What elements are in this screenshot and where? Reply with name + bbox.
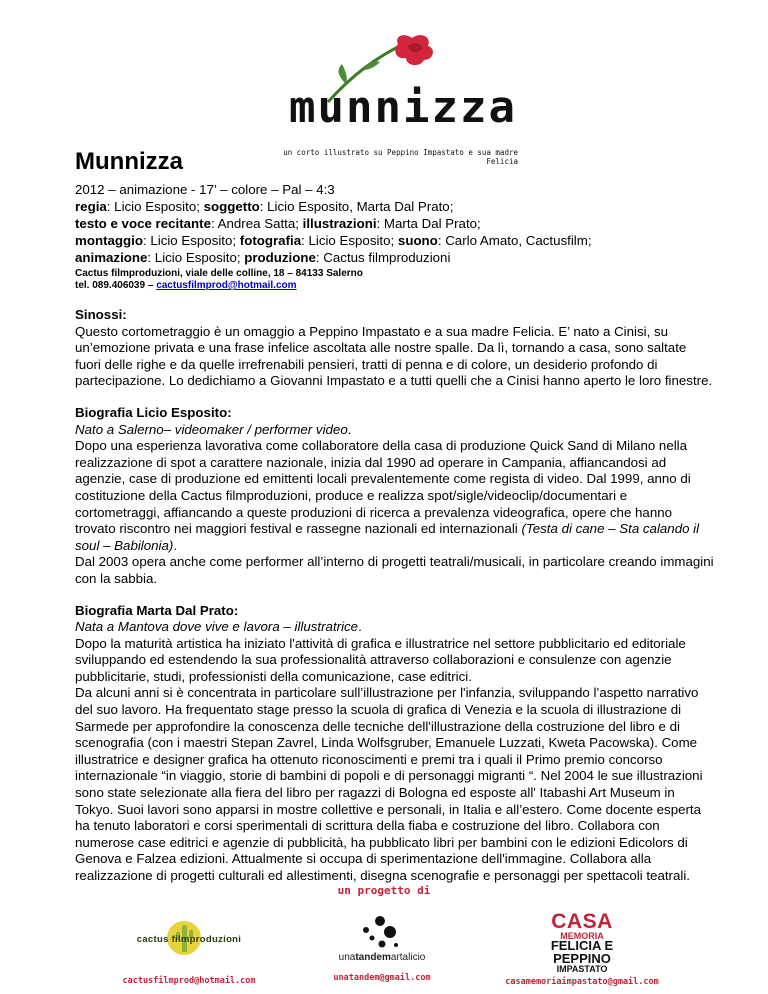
sinossi-section xyxy=(75,307,715,390)
footer-heading: un progetto di xyxy=(337,884,431,897)
credits-format-line: 2012 – animazione - 17’ – colore – Pal – 4:3 xyxy=(75,182,335,197)
tandem-email: unatandem@gmail.com xyxy=(333,973,431,983)
bio-licio-text xyxy=(75,438,715,554)
illustrazioni-value: : Marta Dal Prato; xyxy=(376,216,481,231)
cactus-name: cactus filmproduzioni xyxy=(136,934,242,945)
bio-licio-text-main: Dopo una esperienza lavorativa come collaboratore della casa di produzione Quick Sand di Milano nella realizzazione di spot a carattere nazionale, inizia dal 1990 ad operare in Campania, affiancandosi ad agenzie, case di produzione ed emittenti locali prevalentemente come regista di video. Dal 1999, anno di costituzione della Cactus filmproduzioni, produce e realizza spot/sigle/videoclip/documentari e cortometraggi, affiancando a queste produzioni di ricerca a prevalenza videografica, opere che hanno trovato riscontro nei maggiori festival e rassegne nazionali ed internazionali xyxy=(75,438,691,537)
partner-unatandem xyxy=(322,912,442,983)
partner-casa-memoria xyxy=(497,912,667,987)
cactus-email: cactusfilmprod@hotmail.com xyxy=(122,976,256,986)
casa-line-3: FELICIA E xyxy=(550,938,614,954)
bio-marta-text-1: Dopo la maturità artistica ha iniziato l'attività di grafica e illustratrice nel settore pubblicitario ed editoriale sviluppando ed estendendo la sua professionalità attraverso collaborazioni e consulenze con agenzie pubblicitarie, studi, professionisti della comunicazione, case editrici. xyxy=(75,635,686,684)
phone-number: tel. 089.406039 – xyxy=(75,280,157,291)
credits-line-animazione xyxy=(75,249,715,266)
credits-block xyxy=(75,181,715,266)
bio-licio-titles: (Testa di cane – Sta calando il soul – Babilonia) xyxy=(75,521,700,553)
sinossi-heading: Sinossi: xyxy=(75,307,127,322)
montaggio-value: : Licio Esposito; xyxy=(142,233,240,248)
bio-marta-subtitle: Nata a Mantova dove vive e lavora – illustratrice xyxy=(75,619,359,635)
credits-line-regia xyxy=(75,198,715,215)
tandem-name-post: artalicio xyxy=(390,952,426,963)
bio-licio-subtitle: Nato a Salerno– videomaker / performer video xyxy=(75,421,348,437)
casa-line-2: MEMORIA xyxy=(560,930,604,941)
soggetto-label: soggetto xyxy=(203,199,260,214)
bio-marta-subtitle-end: . xyxy=(358,619,362,635)
address-line: Cactus filmproduzioni, viale delle colline, 18 – 84133 Salerno xyxy=(75,268,363,279)
document-body xyxy=(75,148,715,885)
sinossi-text: Questo cortometraggio è un omaggio a Peppino Impastato e a sua madre Felicia. E’ nato a Cinisi, su un’emozione privata e una frase infelice ascoltata alle nostre spalle. Da lì, tornando a casa, sono saltate fuori delle righe e da quelle irrefrenabili pensieri, tratti di penna e di colore, un desiderio profondo di partecipazione. Lo dedichiamo a Giovanni Impastato e a tutti quelli che a Cinisi hanno aperto le loro finestre. xyxy=(75,323,713,389)
tandem-name-pre: una xyxy=(338,952,356,963)
page-title: Munnizza xyxy=(75,148,183,175)
logo-tagline: un corto illustrato su Peppino Impastato e sua madre Felicia xyxy=(283,148,518,166)
fotografia-label: fotografia xyxy=(239,233,302,248)
bio-licio-subtitle-line xyxy=(75,422,715,439)
casa-memoria-logo xyxy=(497,912,667,974)
munnizza-logo xyxy=(248,36,518,166)
phone-line xyxy=(75,280,715,292)
logo-wordmark: munnizza xyxy=(289,82,517,133)
suono-label: suono xyxy=(397,233,438,248)
testo-label: testo e voce recitante xyxy=(75,216,211,231)
casa-line-5: IMPASTATO xyxy=(556,964,608,975)
contact-email-link[interactable]: cactusfilmprod@hotmail.com xyxy=(156,280,297,291)
suono-value: : Carlo Amato, Cactusfilm; xyxy=(437,233,592,248)
contact-address xyxy=(75,268,715,292)
bio-licio-heading: Biografia Licio Esposito: xyxy=(75,404,232,420)
bio-marta-heading: Biografia Marta Dal Prato: xyxy=(75,602,239,618)
bio-marta-subtitle-line xyxy=(75,619,715,636)
bio-marta-text-2: Da alcuni anni si è concentrata in particolare sull’illustrazione per l'infanzia, sviluppando l’aspetto narrativo del suo lavoro. Ha frequentato stage presso la scuola di grafica di Venezia e la scuola di illustrazione di Sarmede per approfondire la conoscenza delle tecniche dell'illustrazione della costruzione del libro e di scenografia (con i maestri Stepan Zavrel, Linda Wolfsgruber, Emanuele Luzzati, Kweta Pacowska). Come illustratrice e designer grafica ha ottenuto riconoscimenti e premi tra i quali il Primo premio concorso internazionale “in viaggio, storie di bambini di popoli e di personaggi migranti “. Nel 2004 le sue illustrazioni sono state selezionate alla fiera del libro per ragazzi di Bologna ed esposte all' Itabashi Art Museum in Tokyo. Suoi lavori sono apparsi in mostre collettive e personali, in Italia e all’estero. Come docente esperta ha tenuto laboratori e corsi sperimentali di scrittura della fiaba e costruzione del libro. Collabora con numerose case editrici e agenzie di pubblicità, ha pubblicato libri per bambini con le edizioni Edicolors di Genova e Falzea edizioni. Attualmente si occupa di sperimentazione dell'immagine. Collabora alla realizzazione di progetti culturali ed allestimenti, disegna scenografie e personaggi per spettacoli teatrali. xyxy=(75,685,703,883)
tandem-dots-icon xyxy=(322,912,442,952)
casa-line-4: PEPPINO xyxy=(553,950,611,966)
regia-value: : Licio Esposito; xyxy=(106,199,204,214)
cactus-logo xyxy=(118,918,260,958)
fotografia-value: : Licio Esposito; xyxy=(301,233,398,248)
bio-licio-subtitle-end: . xyxy=(347,421,352,437)
produzione-value: : Cactus filmproduzioni xyxy=(315,250,451,265)
soggetto-value: : Licio Esposito, Marta Dal Prato; xyxy=(259,199,454,214)
tandem-name-bold: tandem xyxy=(355,952,391,963)
bio-licio-text-end: . xyxy=(173,537,178,553)
bio-marta-section xyxy=(75,603,715,885)
montaggio-label: montaggio xyxy=(75,233,143,248)
animazione-label: animazione xyxy=(75,250,148,265)
regia-label: regia xyxy=(75,199,107,214)
casa-line-1: CASA xyxy=(551,910,613,933)
partner-cactus xyxy=(118,918,260,986)
credits-line-testo xyxy=(75,215,715,232)
animazione-value: : Licio Esposito; xyxy=(147,250,245,265)
illustrazioni-label: illustrazioni xyxy=(302,216,377,231)
bio-licio-text-2: Dal 2003 opera anche come performer all’interno di progetti teatrali/musicali, in particolare creando immagini con la sabbia. xyxy=(75,554,714,586)
casa-email: casamemoriaimpastato@gmail.com xyxy=(505,976,659,987)
tandem-name xyxy=(322,952,442,963)
credits-line-montaggio xyxy=(75,232,715,249)
bio-licio-section xyxy=(75,405,715,588)
produzione-label: produzione xyxy=(244,250,316,265)
testo-value: : Andrea Satta; xyxy=(210,216,303,231)
